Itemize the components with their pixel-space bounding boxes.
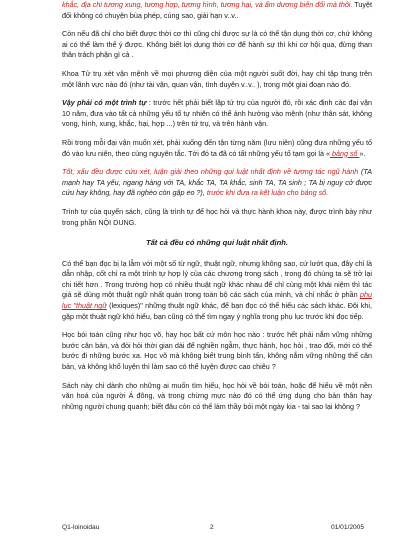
red-text-2: trước khi đưa ra kết luận cho bảng số. [204, 188, 329, 198]
paragraph-text-2: (lexiques)" những thuật ngữ khác, để bạn đọc có thể hiểu các sách khác. Đôi khi, gặp một thuật ngữ khó hiểu, bạn cũng có thể tìm ngay ý nghĩa trong phụ lục trước khi đọc tiếp. [62, 301, 372, 321]
red-text: Tốt, xấu đều được cứu xét, luận giải theo những qui luật nhất định về tương tác ngũ hành [62, 167, 359, 177]
red-text: khắc, địa chi tương xung, tương hợp, tương hình, tương hại, và ẩm dương biến đổi mà thôi. [62, 0, 353, 9]
paragraph-2: Còn nếu đã chỉ cho biết được thời cơ thì cũng chỉ được sự là có thể tận dụng thời cơ, chứ không ai có thể làm thế ý được. Không biết lợi dụng thời cơ để hành sự thì khi cơ hội qua, đừng than thân trách phận gì cả . [62, 29, 372, 60]
paragraph-5 [62, 138, 372, 159]
paragraph-text: Có thể bạn đọc bị lạ lẫm với một số từ ngữ, thuật ngữ, nhưng không sao, cứ lướt qua, đây chỉ là dẫn nhập, cốt chỉ ra một trình tự hợp lý của các chương trong sách , trong đó chúng ta sẽ trở lại chi tiết hơn . Trong trường hợp có nhiều thuật ngữ khác nhau để chỉ cùng một khái niệm thì tác giả sẽ dùng một thuật ngữ nhất quán trong toàn bộ các sách của mình, và chỉ nhắc ở phần [62, 258, 372, 300]
paragraph-6 [62, 167, 372, 199]
paragraph-4 [62, 98, 372, 130]
document-page [62, 0, 372, 420]
footer-filename: Q1-loinoidau [62, 524, 100, 531]
paragraph-text: : trước hết phải biết lập tứ trụ của người đó, rồi xác định các đại vận 10 năm, đưa vào tất cả những yếu tố tự nhiên có thể ảnh hưởng vào mệnh (như thân sát, không vong, hình, xung, khắc, hại, hợp ...) trên tứ trụ, và trên hành vận. [62, 98, 373, 129]
bang-so-link[interactable]: bảng số [329, 148, 360, 158]
footer-date: 01/01/2005 [330, 524, 364, 531]
footer-page-number: 2 [210, 524, 214, 531]
paragraph-9: Học bói toán cũng như học võ, hay học bất cứ môn học nào : trước hết phải nắm vững những bước căn bản, và đòi hỏi thời gian dài để nghiền ngẫm, thực hành, học hỏi , trao đổi, mới có thể bước đi những bước xa. Học võ mà không biết trung bình tấn, không nắm vững những thế căn bản, và không khổ luyện thì làm sao có thể luyện được cao chiêu ? [62, 330, 372, 372]
paragraph-8 [62, 259, 372, 323]
paragraph-10: Sách này chỉ dành cho những ai muốn tìm hiểu, học hỏi về bói toán, hoặc để hiểu về một nền văn hoá của người Á đông, và trong chừng mực nào đó có thể ứng dụng cho bản thân hay những người chung quanh; biết đâu còn có thể làm thầy bói một ngày kia - tại sao lại không ? [62, 380, 372, 411]
section-heading: Tất cả đều có những qui luật nhất định. [145, 238, 289, 248]
paragraph-text: Tuyệt đối không có chuyện bùa phép, cúng sao, giải hạn v..v.. [62, 0, 372, 20]
italic-text: (TA mạnh hay TA yếu, ngang hàng với TA, khắc TA, TA khắc, sinh TA, TA sinh ; TA bị nguy cở được cứu hay không, hay đã nghèo còn gặp eo ?), [62, 167, 372, 198]
paragraph-text-end: ». [359, 148, 366, 158]
bold-phrase: Vậy phải có một trình tự [62, 98, 147, 108]
paragraph-3: Khoa Tử trụ xét vận mệnh về mọi phương diện của một người suốt đời, hay chỉ tập trung trên một lãnh vực nào đó (như tài vận, quan vận, tình duyên v..v.. ), trong một giai đoạn nào đó. [62, 68, 372, 89]
paragraph-text: Rồi trong mỗi đại vận muốn xét, phải xuống đến tận từng năm (lưu niên) cũng đưa những yếu tố đó vào lưu niên, theo cùng nguyên tắc. Tới đó ta đã có tất những yếu tố tạm gọi là « [62, 137, 372, 158]
paragraph-7: Trình tự của quyển sách, cũng là trình tự để học hỏi và thực hành khoa này, được trình bày như trong phần NỘI DUNG. [62, 206, 372, 227]
glossary-link[interactable]: phụ lục "thuật ngữ [62, 290, 372, 311]
paragraph-1 [62, 0, 372, 21]
